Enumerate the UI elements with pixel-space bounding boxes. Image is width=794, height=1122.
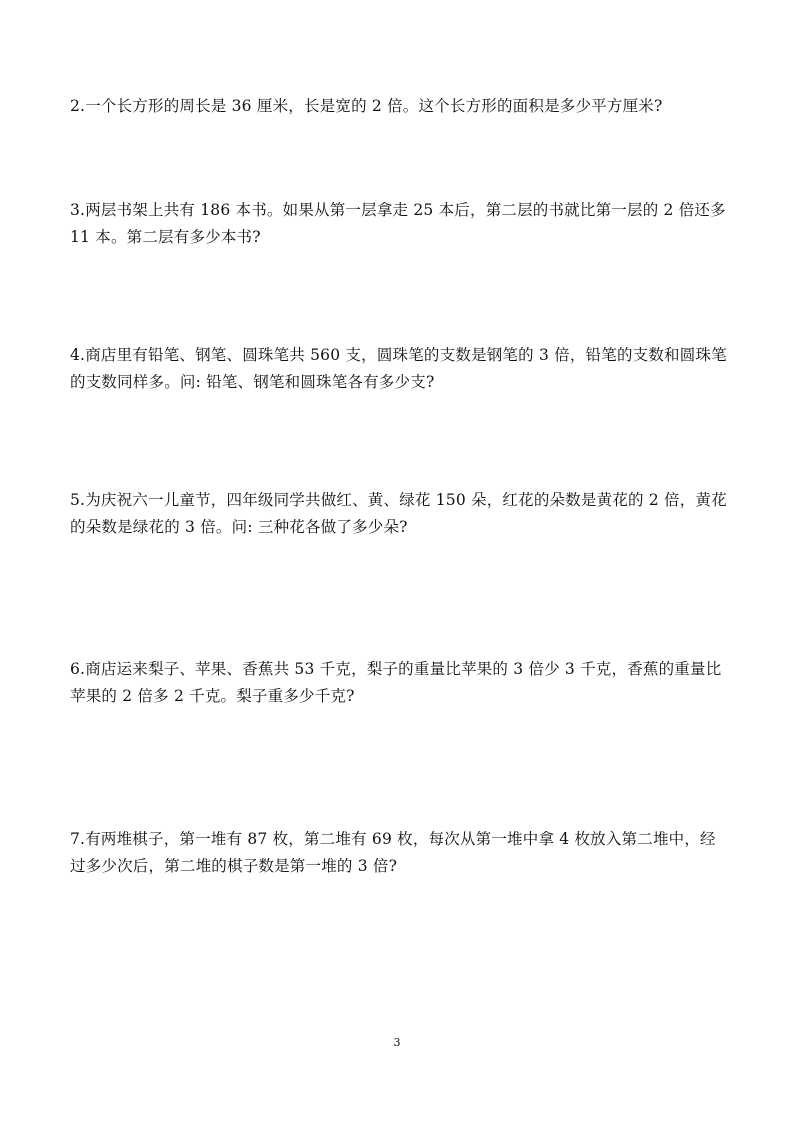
- problem-3: 3.两层书架上共有 186 本书。如果从第一层拿走 25 本后，第二层的书就比第一层的 2 倍还多 11 本。第二层有多少本书?: [70, 201, 726, 246]
- problem-5: 5.为庆祝六一儿童节，四年级同学共做红、黄、绿花 150 朵，红花的朵数是黄花的 2 倍，黄花的朵数是绿花的 3 倍。问: 三种花各做了多少朵?: [70, 491, 727, 536]
- problem-6: 6.商店运来梨子、苹果、香蕉共 53 千克，梨子的重量比苹果的 3 倍少 3 千克，香蕉的重量比苹果的 2 倍多 2 千克。梨子重多少千克?: [70, 660, 722, 705]
- page-number: 3: [393, 1036, 401, 1049]
- problem-7: 7.有两堆棋子，第一堆有 87 枚，第二堆有 69 枚，每次从第一堆中拿 4 枚放入第二堆中，经过多少次后，第二堆的棋子数是第一堆的 3 倍?: [70, 830, 716, 875]
- problem-2: 2.一个长方形的周长是 36 厘米，长是宽的 2 倍。这个长方形的面积是多少平方厘米?: [70, 97, 663, 115]
- problem-4: 4.商店里有铅笔、钢笔、圆珠笔共 560 支，圆珠笔的支数是钢笔的 3 倍，铅笔的支数和圆珠笔的支数同样多。问: 铅笔、钢笔和圆珠笔各有多少支?: [70, 346, 727, 391]
